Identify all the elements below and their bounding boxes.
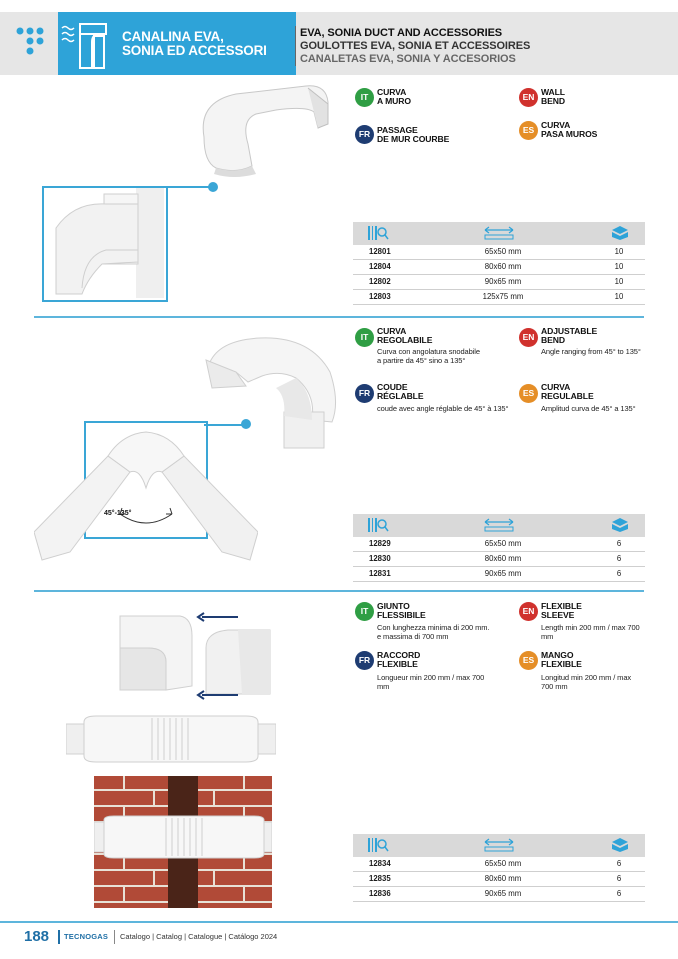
product-code: 12802 — [369, 277, 391, 286]
flexible-sleeve-image — [66, 712, 276, 764]
package-qty: 10 — [614, 292, 624, 301]
s2-en-desc1: Angle ranging from 45° to 135° — [541, 347, 641, 356]
header-title-it-line1: CANALINA EVA, — [122, 29, 224, 44]
table-row — [353, 260, 645, 275]
brand-dots-icon — [14, 22, 54, 62]
s3-fr-desc2: mm — [377, 682, 390, 691]
product-size: 80x60 mm — [484, 554, 522, 563]
product-code: 12830 — [369, 554, 391, 563]
product-code: 12831 — [369, 569, 391, 578]
flexible-sleeve-installed-image — [94, 776, 272, 908]
s1-product-table — [353, 222, 645, 305]
product-size: 90x65 mm — [484, 277, 522, 286]
header-title-fr: GOULOTTES EVA, SONIA ET ACCESSOIRES — [300, 40, 531, 52]
product-size: 90x65 mm — [484, 569, 522, 578]
flexible-sleeve-parts-image — [118, 610, 278, 702]
s3-es-desc1: Longitud min 200 mm / max — [541, 673, 632, 682]
s3-product-table — [353, 834, 645, 902]
s1-es-title1: CURVA — [541, 120, 571, 130]
product-size: 125x75 mm — [482, 292, 524, 301]
product-code-icon — [367, 225, 389, 241]
package-qty: 6 — [616, 554, 622, 563]
table-row — [353, 275, 645, 290]
s1-en-title1: WALL — [541, 87, 565, 97]
footer-separator — [114, 930, 115, 944]
product-size: 65x50 mm — [484, 859, 522, 868]
package-quantity-icon — [610, 837, 630, 853]
badge-it: IT — [355, 88, 374, 107]
badge-it: IT — [355, 328, 374, 347]
s2-it-title2: REGOLABILE — [377, 335, 433, 345]
package-qty: 6 — [616, 569, 622, 578]
table-row — [353, 887, 645, 902]
table-row — [353, 290, 645, 305]
package-qty: 10 — [614, 247, 624, 256]
adjustable-bend-callout-dot — [241, 419, 251, 429]
brand-name: TECNOGAS — [64, 932, 109, 941]
s3-en-desc2: mm — [541, 632, 554, 641]
product-code: 12801 — [369, 247, 391, 256]
package-qty: 6 — [616, 859, 622, 868]
product-code: 12835 — [369, 874, 391, 883]
table-row — [353, 245, 645, 260]
product-size: 80x60 mm — [484, 874, 522, 883]
wall-bend-callout-line — [164, 186, 212, 188]
s3-en-desc1: Length min 200 mm / max 700 — [541, 623, 640, 632]
arrow-left-icon — [196, 612, 240, 622]
badge-en: EN — [519, 88, 538, 107]
s1-it-title1: CURVA — [377, 87, 407, 97]
s3-it-desc2: e massima di 700 mm — [377, 632, 449, 641]
s2-es-desc1: Amplitud curva de 45° a 135° — [541, 404, 636, 413]
catalog-label: Catalogo | Catalog | Catalogue | Catálogo 2024 — [120, 932, 278, 941]
table-row — [353, 872, 645, 887]
badge-en: EN — [519, 602, 538, 621]
package-quantity-icon — [610, 225, 630, 241]
product-code: 12803 — [369, 292, 391, 301]
s2-fr-title2: RÉGLABLE — [377, 391, 424, 401]
table-header — [353, 834, 645, 857]
s2-it-desc2: a partire da 45° sino a 135° — [377, 356, 466, 365]
table-header — [353, 514, 645, 537]
product-code: 12829 — [369, 539, 391, 548]
s2-it-title1: CURVA — [377, 326, 407, 336]
s3-it-title1: GIUNTO — [377, 601, 410, 611]
package-qty: 6 — [616, 874, 622, 883]
badge-it: IT — [355, 602, 374, 621]
s1-it-title2: A MURO — [377, 96, 411, 106]
s3-en-title1: FLEXIBLE — [541, 601, 582, 611]
s3-fr-title2: FLEXIBLE — [377, 659, 418, 669]
header-title-it-line2: SONIA ED ACCESSORI — [122, 43, 267, 58]
badge-es: ES — [519, 121, 538, 140]
badge-fr: FR — [355, 384, 374, 403]
s3-es-title1: MANGO — [541, 650, 574, 660]
dimension-icon — [483, 837, 515, 853]
adjustable-bend-callout-line — [204, 424, 246, 426]
product-code-icon — [367, 837, 389, 853]
footer-rule — [0, 921, 678, 923]
product-size: 80x60 mm — [484, 262, 522, 271]
arrow-left-icon — [196, 690, 240, 700]
package-quantity-icon — [610, 517, 630, 533]
s2-fr-desc1: coude avec angle réglable de 45° à 135° — [377, 404, 509, 413]
s2-en-title1: ADJUSTABLE — [541, 326, 598, 336]
s1-en-title2: BEND — [541, 96, 565, 106]
s1-fr-title2: DE MUR COURBE — [377, 134, 450, 144]
package-qty: 6 — [616, 539, 622, 548]
table-header — [353, 222, 645, 245]
badge-fr: FR — [355, 125, 374, 144]
duct-category-icon — [58, 12, 113, 75]
s2-product-table — [353, 514, 645, 582]
package-qty: 10 — [614, 262, 624, 271]
wall-bend-callout-dot — [208, 182, 218, 192]
s2-es-title2: REGULABLE — [541, 391, 594, 401]
dimension-icon — [483, 225, 515, 241]
section-divider — [34, 316, 644, 318]
table-row — [353, 857, 645, 872]
s2-it-desc1: Curva con angolatura snodabile — [377, 347, 480, 356]
adjustable-bend-detail-image — [34, 428, 258, 568]
badge-en: EN — [519, 328, 538, 347]
s3-it-title2: FLESSIBILE — [377, 610, 426, 620]
dimension-icon — [483, 517, 515, 533]
s3-es-title2: FLEXIBLE — [541, 659, 582, 669]
table-row — [353, 537, 645, 552]
section-divider — [34, 590, 644, 592]
s3-fr-title1: RACCORD — [377, 650, 421, 660]
s3-en-title2: SLEEVE — [541, 610, 575, 620]
s2-es-title1: CURVA — [541, 382, 571, 392]
header-separator — [295, 26, 296, 66]
s1-fr-title1: PASSAGE — [377, 125, 418, 135]
angle-label: 45°-135° — [104, 510, 132, 517]
product-code: 12836 — [369, 889, 391, 898]
wall-bend-detail-image — [44, 188, 164, 298]
s2-fr-title1: COUDE — [377, 382, 408, 392]
product-size: 65x50 mm — [484, 247, 522, 256]
product-code-icon — [367, 517, 389, 533]
product-code: 12834 — [369, 859, 391, 868]
table-row — [353, 567, 645, 582]
footer-separator — [58, 930, 60, 944]
product-size: 65x50 mm — [484, 539, 522, 548]
badge-fr: FR — [355, 651, 374, 670]
page-number: 188 — [24, 928, 50, 945]
s3-it-desc1: Con lunghezza minima di 200 mm. — [377, 623, 490, 632]
badge-es: ES — [519, 384, 538, 403]
package-qty: 10 — [614, 277, 624, 286]
table-row — [353, 552, 645, 567]
header-title-es: CANALETAS EVA, SONIA Y ACCESORIOS — [300, 53, 516, 65]
package-qty: 6 — [616, 889, 622, 898]
wall-bend-image — [196, 82, 330, 180]
header-title-en: EVA, SONIA DUCT AND ACCESSORIES — [300, 27, 503, 39]
s1-es-title2: PASA MUROS — [541, 129, 598, 139]
badge-es: ES — [519, 651, 538, 670]
product-size: 90x65 mm — [484, 889, 522, 898]
s3-es-desc2: 700 mm — [541, 682, 568, 691]
s3-fr-desc1: Longueur min 200 mm / max 700 — [377, 673, 485, 682]
product-code: 12804 — [369, 262, 391, 271]
s2-en-title2: BEND — [541, 335, 565, 345]
